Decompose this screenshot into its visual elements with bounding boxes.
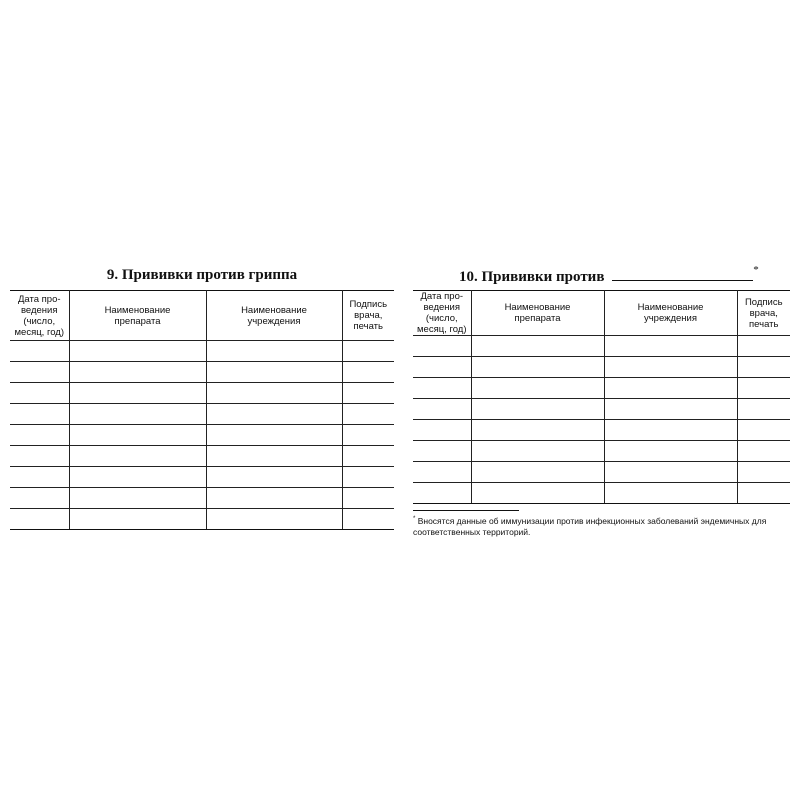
table-cell[interactable] bbox=[471, 483, 604, 504]
table-cell[interactable] bbox=[69, 383, 206, 404]
table-cell[interactable] bbox=[471, 378, 604, 399]
table-cell[interactable] bbox=[10, 446, 69, 467]
table-row bbox=[413, 399, 790, 420]
column-header-date: Дата про- ведения (число, месяц, год) bbox=[413, 291, 471, 336]
table-cell[interactable] bbox=[471, 420, 604, 441]
table-cell[interactable] bbox=[206, 446, 342, 467]
table-cell[interactable] bbox=[413, 462, 471, 483]
table-cell[interactable] bbox=[69, 446, 206, 467]
table-row bbox=[10, 509, 394, 530]
table-cell[interactable] bbox=[737, 441, 790, 462]
footnote bbox=[413, 510, 790, 538]
table-cell[interactable] bbox=[604, 378, 737, 399]
table-cell[interactable] bbox=[604, 420, 737, 441]
other-vaccination-table bbox=[413, 290, 790, 504]
section-other-vaccinations bbox=[413, 266, 790, 538]
table-cell[interactable] bbox=[471, 357, 604, 378]
footnote-marker: * bbox=[753, 264, 759, 276]
table-cell[interactable] bbox=[737, 357, 790, 378]
table-row bbox=[10, 446, 394, 467]
table-cell[interactable] bbox=[413, 378, 471, 399]
flu-vaccination-table bbox=[10, 290, 394, 530]
table-cell[interactable] bbox=[69, 467, 206, 488]
table-cell[interactable] bbox=[604, 399, 737, 420]
table-row bbox=[413, 336, 790, 357]
section-title-text: 10. Прививки против bbox=[459, 269, 605, 285]
table-row bbox=[413, 378, 790, 399]
table-row bbox=[413, 462, 790, 483]
table-cell[interactable] bbox=[342, 509, 394, 530]
footnote-body: Вносятся данные об иммунизации против инфекционных заболеваний эндемичных для соответственных территорий. bbox=[413, 515, 767, 537]
table-cell[interactable] bbox=[604, 462, 737, 483]
table-cell[interactable] bbox=[206, 404, 342, 425]
table-cell[interactable] bbox=[471, 399, 604, 420]
table-cell[interactable] bbox=[206, 383, 342, 404]
table-cell[interactable] bbox=[604, 441, 737, 462]
table-cell[interactable] bbox=[206, 425, 342, 446]
footnote-divider bbox=[413, 510, 519, 511]
table-cell[interactable] bbox=[471, 336, 604, 357]
table-cell[interactable] bbox=[737, 336, 790, 357]
section-title: 9. Прививки против гриппа bbox=[106, 267, 298, 283]
table-cell[interactable] bbox=[10, 362, 69, 383]
footnote-text bbox=[413, 514, 797, 538]
table-cell[interactable] bbox=[471, 462, 604, 483]
table-cell[interactable] bbox=[206, 362, 342, 383]
table-cell[interactable] bbox=[342, 362, 394, 383]
table-cell[interactable] bbox=[10, 488, 69, 509]
table-cell[interactable] bbox=[604, 357, 737, 378]
table-cell[interactable] bbox=[342, 488, 394, 509]
table-cell[interactable] bbox=[69, 425, 206, 446]
table-cell[interactable] bbox=[10, 467, 69, 488]
table-row bbox=[413, 420, 790, 441]
table-cell[interactable] bbox=[10, 404, 69, 425]
column-header-date: Дата про- ведения (число, месяц, год) bbox=[10, 291, 69, 341]
table-cell[interactable] bbox=[69, 362, 206, 383]
table-cell[interactable] bbox=[342, 446, 394, 467]
table-cell[interactable] bbox=[10, 509, 69, 530]
section-flu-vaccinations bbox=[10, 266, 394, 530]
table-cell[interactable] bbox=[206, 341, 342, 362]
table-cell[interactable] bbox=[604, 483, 737, 504]
column-header-doctor-signature: Подпись врача, печать bbox=[342, 291, 394, 341]
table-row bbox=[10, 383, 394, 404]
table-cell[interactable] bbox=[206, 488, 342, 509]
table-cell[interactable] bbox=[206, 509, 342, 530]
table-row bbox=[10, 488, 394, 509]
table-cell[interactable] bbox=[342, 383, 394, 404]
section-title bbox=[413, 266, 790, 285]
table-cell[interactable] bbox=[342, 404, 394, 425]
table-cell[interactable] bbox=[342, 341, 394, 362]
column-header-doctor-signature: Подпись врача, печать bbox=[737, 291, 790, 336]
table-cell[interactable] bbox=[413, 336, 471, 357]
table-cell[interactable] bbox=[10, 383, 69, 404]
table-cell[interactable] bbox=[737, 483, 790, 504]
column-header-institution: Наименование учреждения bbox=[604, 291, 737, 336]
table-cell[interactable] bbox=[10, 341, 69, 362]
table-row bbox=[413, 441, 790, 462]
table-cell[interactable] bbox=[737, 420, 790, 441]
table-row bbox=[10, 362, 394, 383]
table-cell[interactable] bbox=[737, 462, 790, 483]
table-row bbox=[10, 341, 394, 362]
table-cell[interactable] bbox=[471, 441, 604, 462]
table-cell[interactable] bbox=[69, 509, 206, 530]
table-row bbox=[413, 357, 790, 378]
table-cell[interactable] bbox=[737, 399, 790, 420]
table-cell[interactable] bbox=[69, 341, 206, 362]
table-cell[interactable] bbox=[69, 488, 206, 509]
table-cell[interactable] bbox=[737, 378, 790, 399]
column-header-institution: Наименование учреждения bbox=[206, 291, 342, 341]
table-cell[interactable] bbox=[342, 425, 394, 446]
table-row bbox=[10, 404, 394, 425]
table-cell[interactable] bbox=[604, 336, 737, 357]
column-header-drug-name: Наименование препарата bbox=[471, 291, 604, 336]
table-row bbox=[10, 425, 394, 446]
column-header-drug-name: Наименование препарата bbox=[69, 291, 206, 341]
table-row bbox=[413, 483, 790, 504]
table-cell[interactable] bbox=[413, 420, 471, 441]
table-cell[interactable] bbox=[342, 467, 394, 488]
table-cell[interactable] bbox=[69, 404, 206, 425]
table-cell[interactable] bbox=[413, 441, 471, 462]
disease-name-blank[interactable] bbox=[612, 266, 753, 281]
table-cell[interactable] bbox=[413, 357, 471, 378]
table-cell[interactable] bbox=[10, 425, 69, 446]
table-cell[interactable] bbox=[206, 467, 342, 488]
table-cell[interactable] bbox=[413, 399, 471, 420]
footnote-mark: * bbox=[413, 516, 416, 522]
table-cell[interactable] bbox=[413, 483, 471, 504]
table-row bbox=[10, 467, 394, 488]
